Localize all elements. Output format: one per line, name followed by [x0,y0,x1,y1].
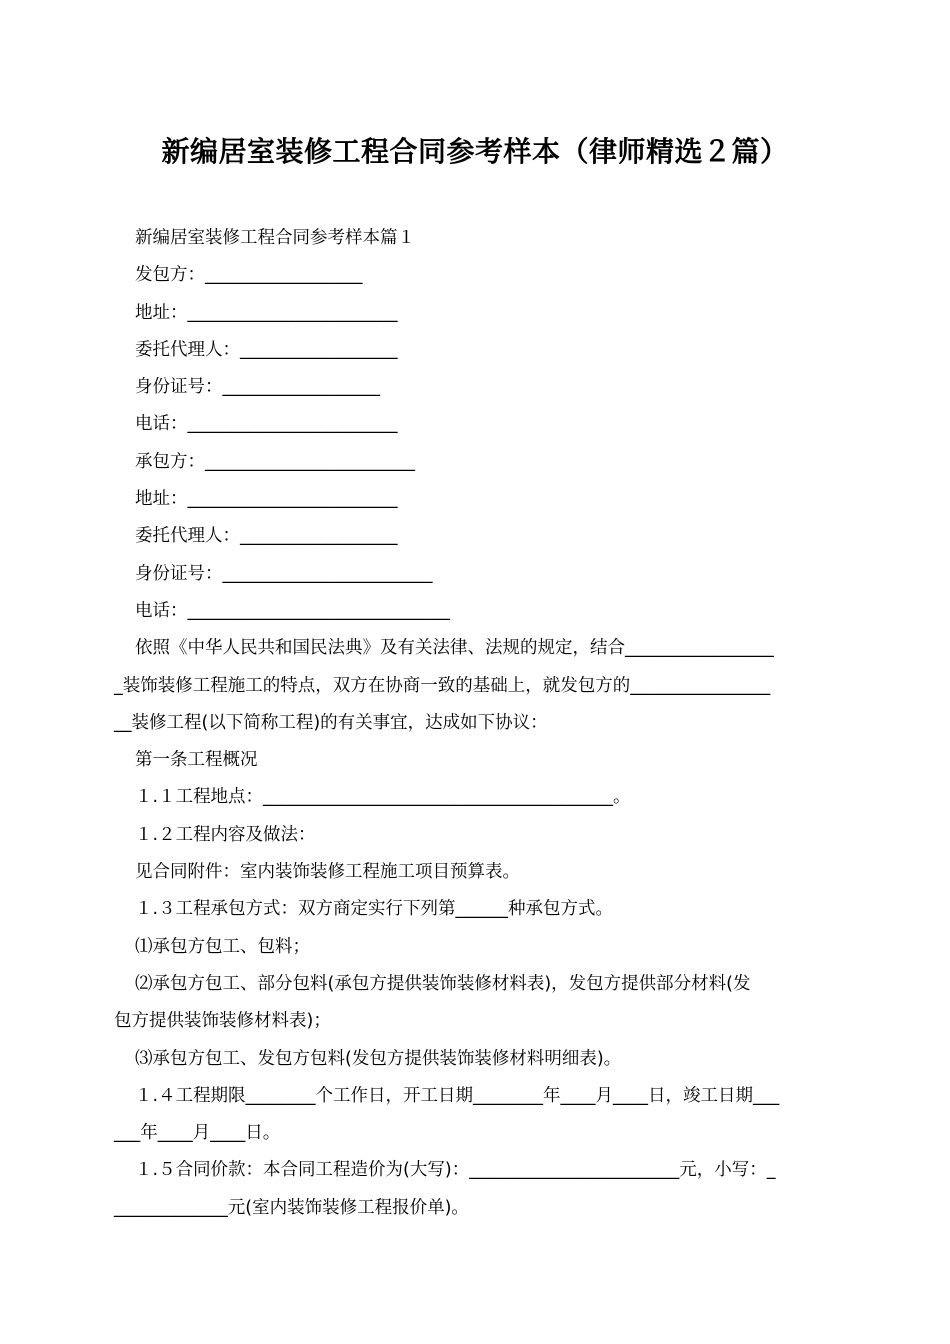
contractor-phone-field: 电话：______________________________ [135,600,450,621]
clause-line: ⑴承包方包工、包料； [135,936,310,957]
contractor-id-field: 身份证号：________________________ [135,563,433,584]
document-body [114,220,838,1227]
preamble-line: 依照《中华人民共和国民法典》及有关法律、法规的规定，结合_________________ [135,638,774,659]
clause-line: １.１工程地点：________________________________________。 [135,787,631,808]
clause-line: ⑵承包方包工、部分包料(承包方提供装饰装修材料表)，发包方提供部分材料(发 [135,973,751,994]
section-heading: 新编居室装修工程合同参考样本篇１ [135,228,415,248]
contractor-field: 承包方：________________________ [135,451,415,472]
clause-line: １.４工程期限________个工作日，开工日期________年____月____日，竣工日期___ [135,1085,780,1106]
clause-line: 包方提供装饰装修材料表)； [114,1011,331,1032]
document-title: 新编居室装修工程合同参考样本（律师精选２篇） [161,135,789,168]
employer-address-field: 地址：________________________ [135,302,398,323]
clause-line: ⑶承包方包工、发包方包料(发包方提供装饰装修材料明细表)。 [135,1048,622,1069]
employer-field: 发包方：__________________ [135,265,363,286]
clause-line: 见合同附件：室内装饰装修工程施工项目预算表。 [135,862,520,883]
clause-line: _____________元(室内装饰装修工程报价单)。 [114,1197,469,1218]
contractor-address-field: 地址：________________________ [135,489,398,510]
clause-line: １.２工程内容及做法： [135,824,316,845]
clause-line: ___年____月____日。 [114,1123,281,1144]
employer-id-field: 身份证号：__________________ [135,377,380,398]
clause-line: １.３工程承包方式：双方商定实行下列第______种承包方式。 [135,899,614,920]
preamble-line: _装饰装修工程施工的特点，双方在协商一致的基础上，就发包方的________________ [114,675,771,696]
clause-line: １.５合同价款：本合同工程造价为(大写)：________________________元，小写：_ [135,1160,776,1181]
contractor-agent-field: 委托代理人：__________________ [135,526,398,547]
article-heading: 第一条工程概况 [135,750,258,771]
employer-agent-field: 委托代理人：__________________ [135,339,398,360]
employer-phone-field: 电话：________________________ [135,414,398,435]
preamble-line: __装修工程(以下简称工程)的有关事宜，达成如下协议： [114,712,548,733]
